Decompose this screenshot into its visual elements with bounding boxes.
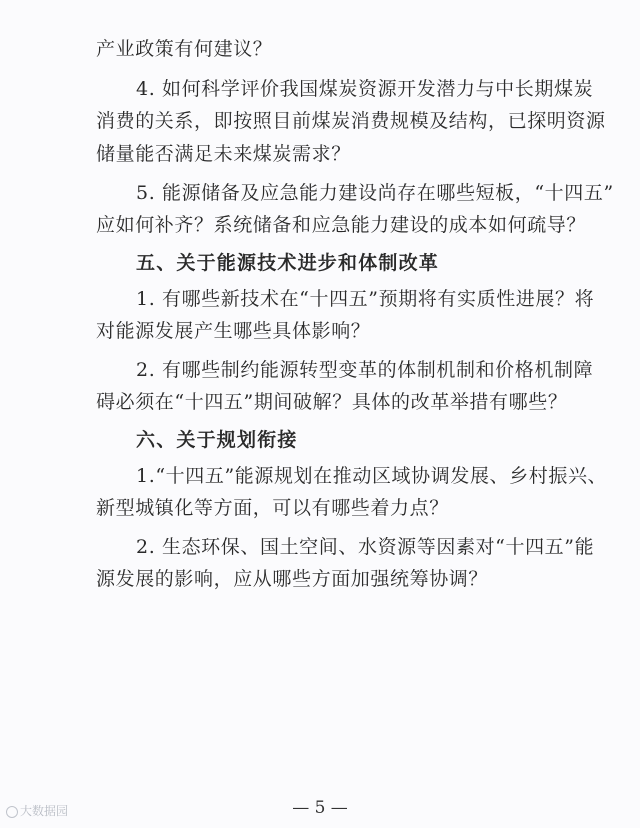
paragraph-line: 1. 有哪些新技术在“十四五”预期将有实质性进展？将 [136, 288, 595, 310]
section-heading: 六、关于规划衔接 [136, 429, 298, 451]
watermark-logo-icon [6, 806, 18, 818]
paragraph-line: 碍必须在“十四五”期间破解？具体的改革举措有哪些？ [96, 391, 568, 413]
watermark-text: 大数据园 [20, 804, 69, 818]
paragraph-line: 源发展的影响，应从哪些方面加强统筹协调？ [96, 568, 489, 590]
paragraph-line: 新型城镇化等方面，可以有哪些着力点？ [96, 497, 449, 519]
paragraph-line: 应如何补齐？系统储备和应急能力建设的成本如何疏导？ [96, 214, 587, 236]
paragraph-line: 4. 如何科学评价我国煤炭资源开发潜力与中长期煤炭 [136, 78, 594, 100]
paragraph-line: 1.“十四五”能源规划在推动区域协调发展、乡村振兴、 [136, 465, 608, 487]
page-number: — 5 — [292, 798, 348, 818]
paragraph-line: 产业政策有何建议？ [96, 38, 273, 60]
paragraph-line: 储量能否满足未来煤炭需求？ [96, 143, 351, 165]
paragraph-line: 2. 有哪些制约能源转型变革的体制机制和价格机制障 [136, 359, 594, 381]
section-heading: 五、关于能源技术进步和体制改革 [136, 252, 440, 274]
paragraph-line: 对能源发展产生哪些具体影响？ [96, 320, 371, 342]
paragraph-line: 5. 能源储备及应急能力建设尚存在哪些短板，“十四五” [136, 182, 614, 204]
paragraph-line: 消费的关系，即按照目前煤炭消费规模及结构，已探明资源 [96, 110, 606, 132]
watermark [6, 802, 68, 819]
paragraph-line: 2. 生态环保、国土空间、水资源等因素对“十四五”能 [136, 536, 595, 558]
